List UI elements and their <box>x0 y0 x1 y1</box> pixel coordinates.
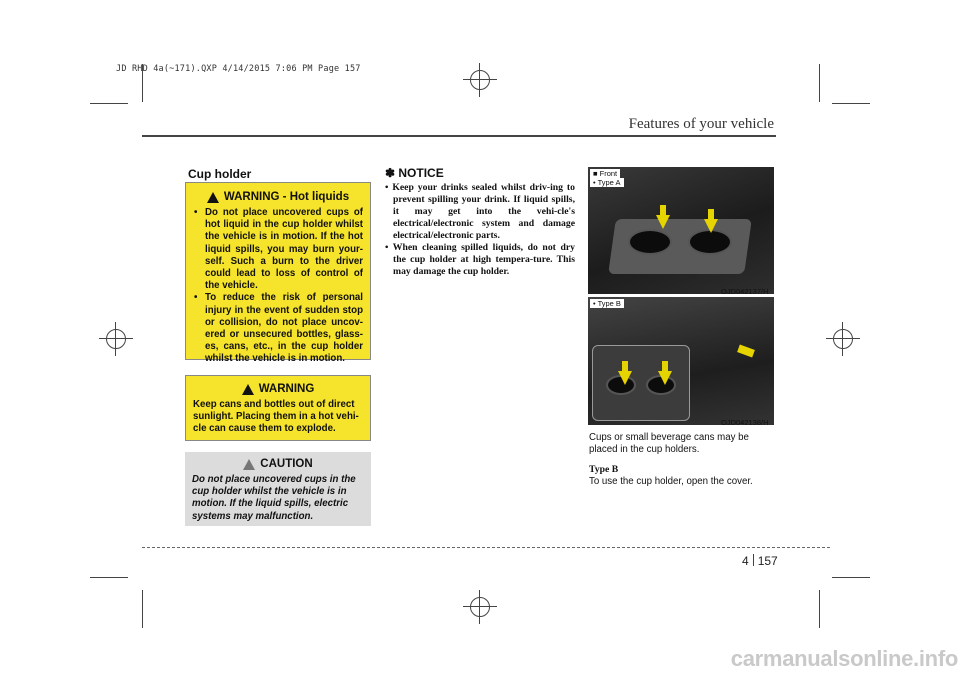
caution-title-text: CAUTION <box>260 458 313 470</box>
crop-mark <box>832 577 870 578</box>
caution-box <box>185 452 371 526</box>
registration-mark-bottom <box>463 590 497 624</box>
warning-hot-item: • Do not place uncovered cups of hot liquid in the cup holder whilst the vehicle is in motion. If the hot liquid spills, you may burn your-self. Such a burn to the driver could lead to loss of control of the vehicle. <box>203 207 363 292</box>
type-b-heading: Type B <box>589 464 619 475</box>
figure-code: OJD042137/H <box>721 287 769 296</box>
notice-list <box>385 182 575 278</box>
figure-type-b <box>588 297 774 425</box>
warning-triangle-icon <box>242 384 254 395</box>
notice-title: ✽ NOTICE <box>385 166 444 180</box>
crop-mark <box>819 64 820 102</box>
registration-mark-left <box>99 322 133 356</box>
footer-rule <box>142 547 830 548</box>
warning-hot-list <box>193 207 363 366</box>
figure-code: OJD042138/H <box>721 418 769 427</box>
type-b-text: To use the cup holder, open the cover. <box>589 476 753 487</box>
crop-mark <box>832 103 870 104</box>
arrow-indicator-icon <box>658 371 672 385</box>
figure-label-type-a: • Type A <box>590 178 624 187</box>
open-cover-arrow-icon <box>737 345 755 358</box>
registration-mark-top <box>463 63 497 97</box>
caution-text: Do not place uncovered cups in the cup holder whilst the vehicle is in motion. If the liquid spills, electric systems may malfunction. <box>192 474 356 522</box>
warning-hot-liquids-box <box>185 182 371 365</box>
figure-label-type-b: • Type B <box>590 299 624 308</box>
page-number <box>742 554 778 568</box>
crop-mark <box>142 590 143 628</box>
notice-item: • When cleaning spilled liquids, do not dry the cup holder at high tempera-ture. This may damage the cup holder. <box>385 242 575 277</box>
warning-cans-box <box>185 375 371 441</box>
page-separator <box>753 554 754 566</box>
print-slug: JD RHD 4a(~171).QXP 4/14/2015 7:06 PM Page 157 <box>116 64 361 74</box>
header-rule <box>142 135 776 137</box>
page-chapter: 4 <box>742 554 749 568</box>
section-title: Cup holder <box>188 167 252 181</box>
watermark: carmanualsonline.info <box>730 646 958 671</box>
figure-label-front: ■ Front <box>590 169 620 178</box>
crop-mark <box>90 577 128 578</box>
warning-cans-title <box>193 383 363 395</box>
crop-mark <box>819 590 820 628</box>
warning-cans-text: Keep cans and bottles out of direct sunlight. Placing them in a hot vehi-cle can cause them to explode. <box>193 399 359 435</box>
body-intro: Cups or small beverage cans may be placed in the cup holders. <box>589 432 749 455</box>
chapter-title: Features of your vehicle <box>628 116 774 132</box>
page-number-value: 157 <box>757 554 778 568</box>
figure-type-a <box>588 167 774 294</box>
caution-title <box>192 458 364 470</box>
caution-triangle-icon <box>243 459 255 470</box>
warning-cans-title-text: WARNING <box>258 383 315 395</box>
body-text <box>589 432 775 488</box>
notice-item: • Keep your drinks sealed whilst driv-ing to prevent spilling your drink. If liquid spills, it may get into the vehi-cle's electrical/electronic system and damage electrical/electronic parts. <box>385 182 575 241</box>
warning-triangle-icon <box>207 192 219 203</box>
crop-mark <box>90 103 128 104</box>
cup-hole <box>628 229 672 255</box>
warning-hot-item: • To reduce the risk of personal injury in the event of sudden stop or collision, do not place uncov-ered or unsecured bottles, glass-es, cans, etc., in the cup holder whilst the vehicle is in motion. <box>203 292 363 365</box>
notice-block <box>385 166 575 278</box>
arrow-indicator-icon <box>704 219 718 233</box>
warning-hot-title-text: WARNING - Hot liquids <box>223 191 350 203</box>
warning-hot-title <box>193 191 363 203</box>
arrow-indicator-icon <box>618 371 632 385</box>
registration-mark-right <box>826 322 860 356</box>
arrow-indicator-icon <box>656 215 670 229</box>
